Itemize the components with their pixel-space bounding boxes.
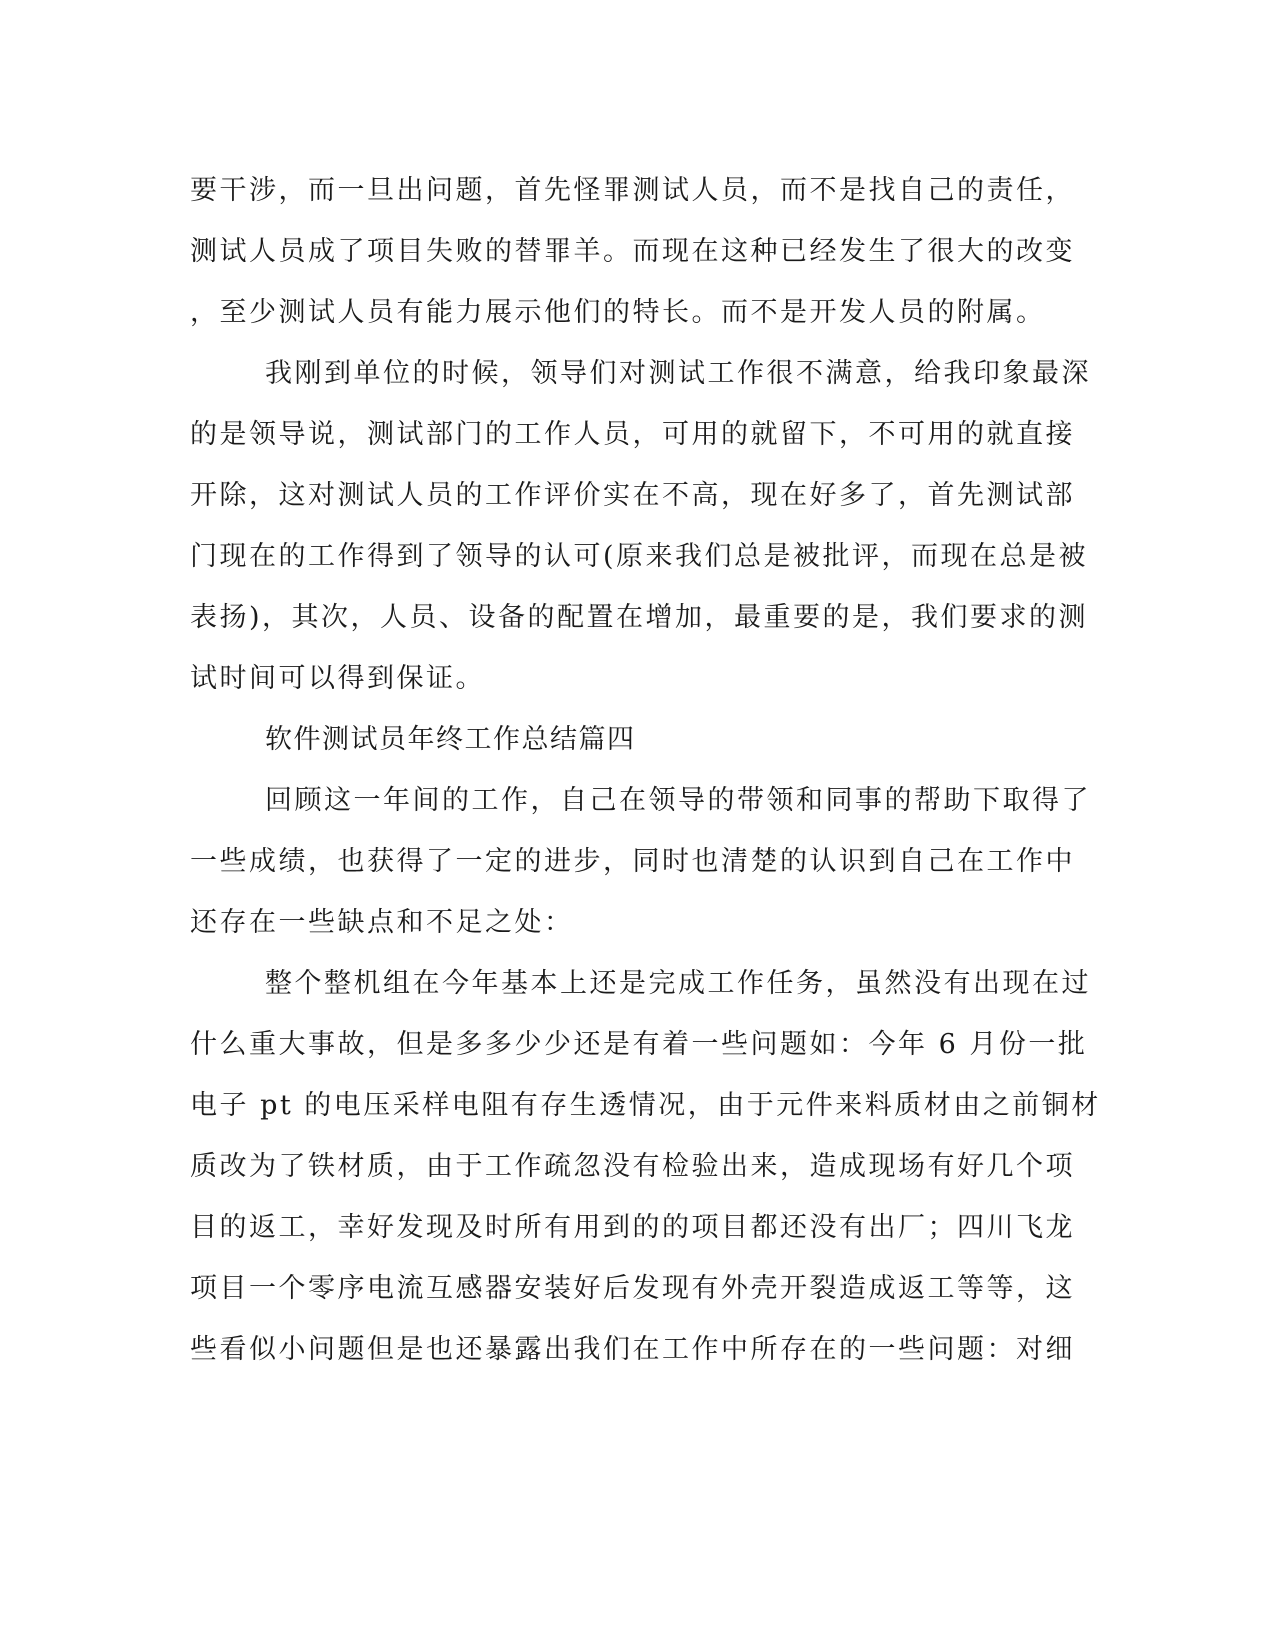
text-line: 电子 pt 的电压采样电阻有存生透情况，由于元件来料质材由之前铜材	[190, 1090, 1101, 1121]
text-line: 的是领导说，测试部门的工作人员，可用的就留下，不可用的就直接	[190, 419, 1075, 450]
text-line: 门现在的工作得到了领导的认可(原来我们总是被批评，而现在总是被	[190, 541, 1089, 572]
document-body	[190, 160, 1101, 1380]
text-line: 目的返工，幸好发现及时所有用到的的项目都还没有出厂；四川飞龙	[190, 1212, 1075, 1243]
text-line: ，至少测试人员有能力展示他们的特长。而不是开发人员的附属。	[190, 297, 1046, 328]
text-line: 开除，这对测试人员的工作评价实在不高，现在好多了，首先测试部	[190, 480, 1075, 511]
text-line: 整个整机组在今年基本上还是完成工作任务，虽然没有出现在过	[265, 968, 1091, 999]
text-line: 试时间可以得到保证。	[190, 663, 485, 694]
section-heading-text: 软件测试员年终工作总结篇四	[265, 724, 636, 755]
text-line: 一些成绩，也获得了一定的进步，同时也清楚的认识到自己在工作中	[190, 846, 1075, 877]
text-line: 我刚到单位的时候，领导们对测试工作很不满意，给我印象最深	[265, 358, 1091, 389]
paragraph-2	[190, 343, 1090, 709]
paragraph-4	[190, 953, 1101, 1380]
text-line: 回顾这一年间的工作，自己在领导的带领和同事的帮助下取得了	[265, 785, 1091, 816]
text-line: 还存在一些缺点和不足之处：	[190, 907, 574, 938]
text-line: 测试人员成了项目失败的替罪羊。而现在这种已经发生了很大的改变	[190, 236, 1075, 267]
section-heading	[190, 709, 1090, 770]
text-line: 什么重大事故，但是多多少少还是有着一些问题如：今年 6 月份一批	[190, 1029, 1088, 1060]
paragraph-1	[190, 160, 1090, 343]
text-line: 表扬)，其次，人员、设备的配置在增加，最重要的是，我们要求的测	[190, 602, 1089, 633]
text-line: 些看似小问题但是也还暴露出我们在工作中所存在的一些问题：对细	[190, 1334, 1075, 1365]
paragraph-3	[190, 770, 1090, 953]
text-line: 质改为了铁材质，由于工作疏忽没有检验出来，造成现场有好几个项	[190, 1151, 1075, 1182]
text-line: 项目一个零序电流互感器安装好后发现有外壳开裂造成返工等等，这	[190, 1273, 1075, 1304]
text-line: 要干涉，而一旦出问题，首先怪罪测试人员，而不是找自己的责任，	[190, 175, 1075, 206]
